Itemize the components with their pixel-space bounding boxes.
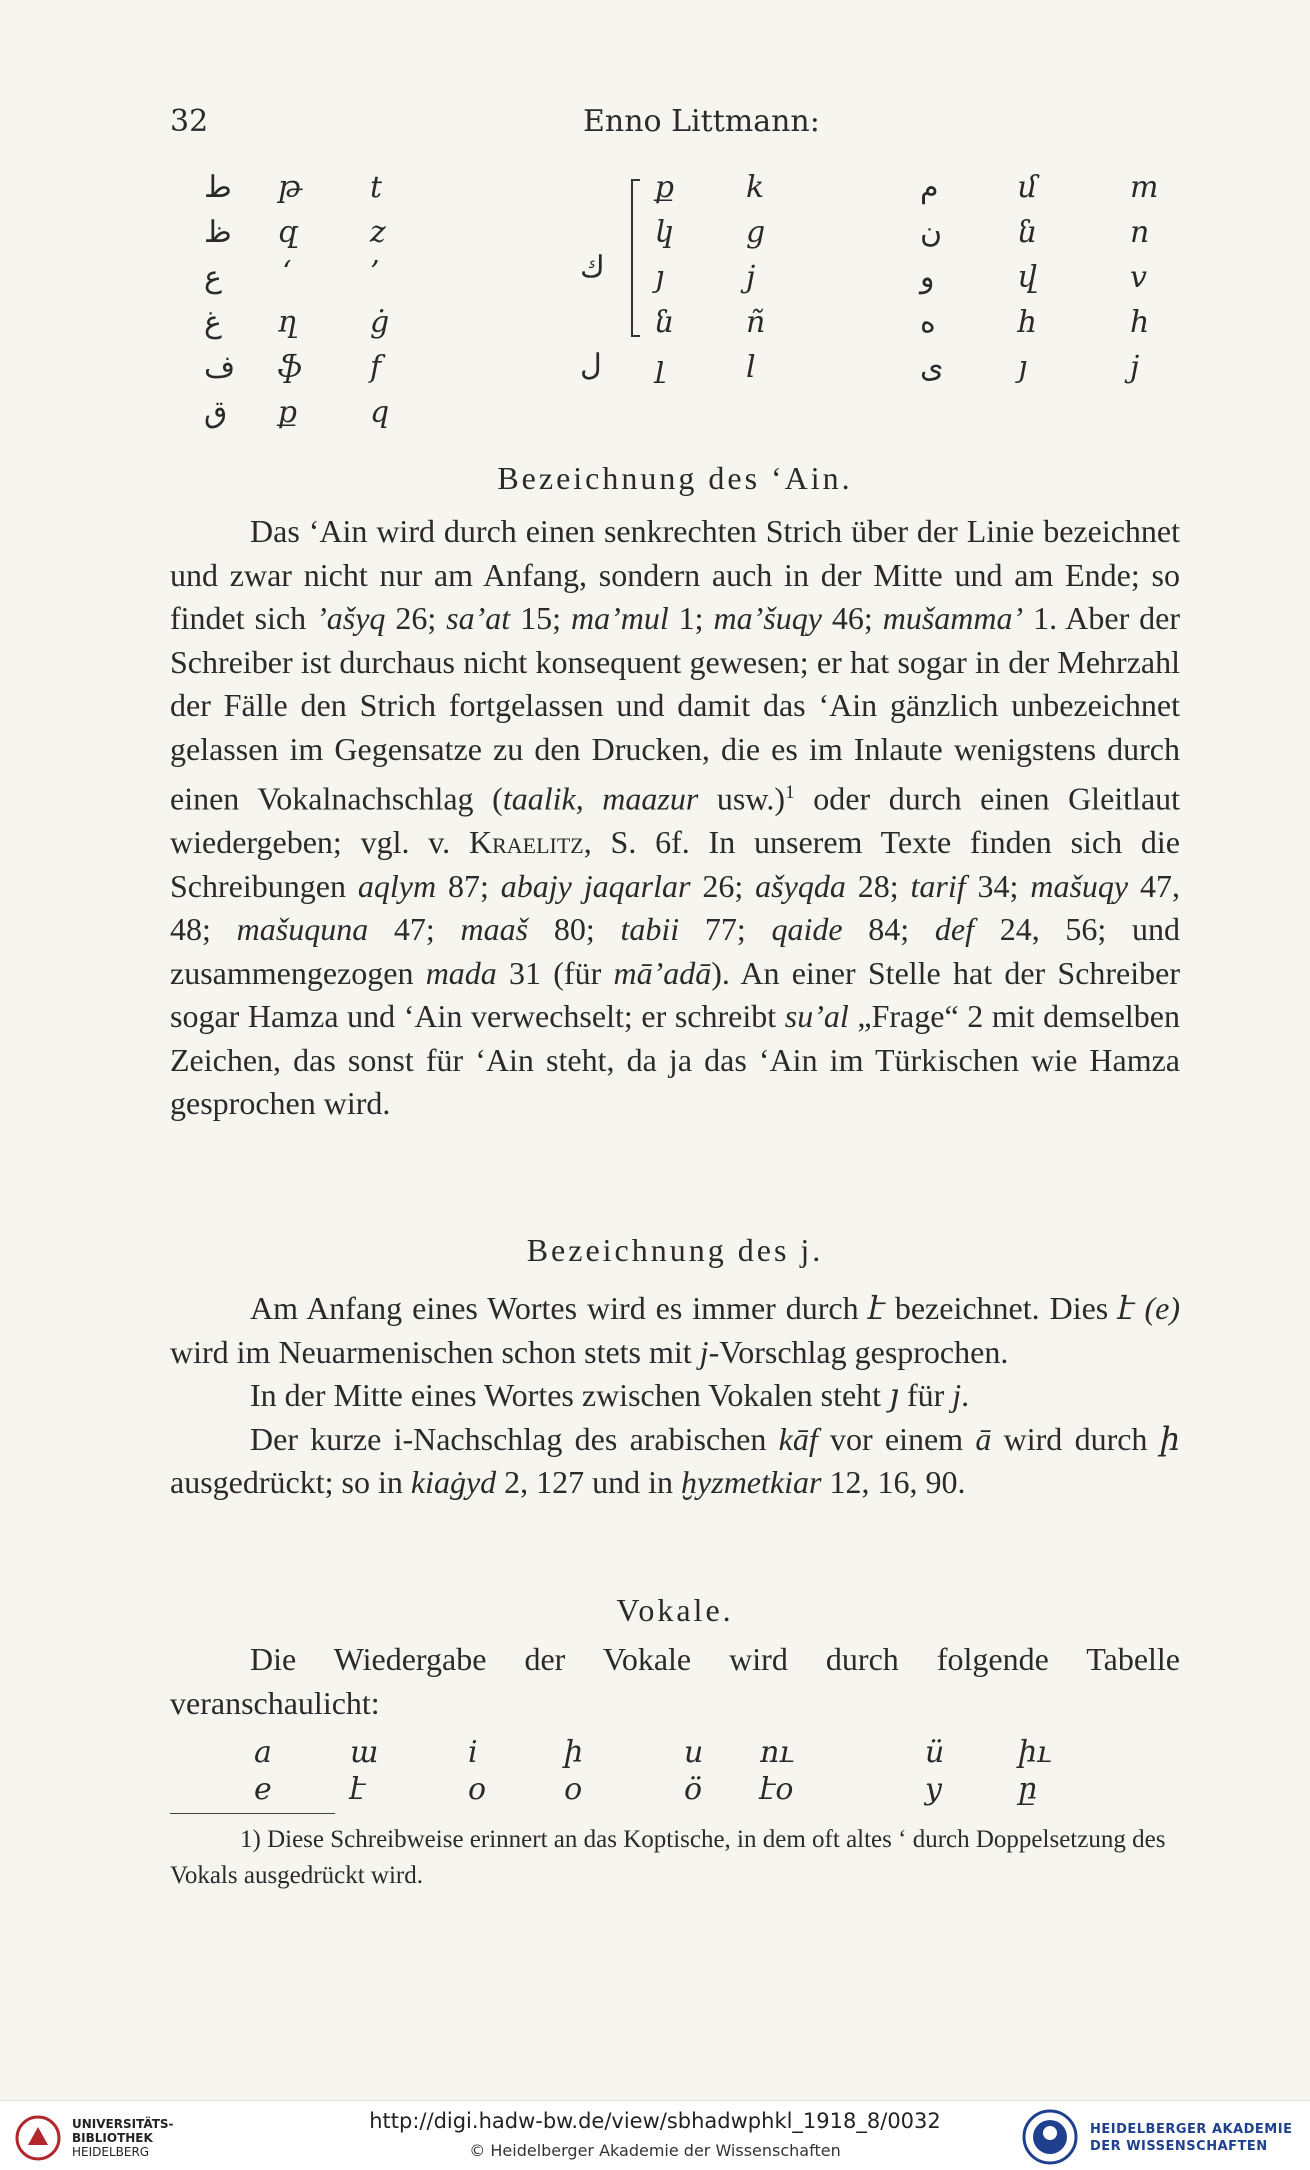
latin-letter: l	[746, 350, 756, 385]
academy-logo-text: HEIDELBERGER AKADEMIE DER WISSENSCHAFTEN	[1090, 2122, 1293, 2154]
vowel-cell: o	[468, 1772, 487, 1807]
vowel-cell: էօ	[760, 1772, 794, 1807]
armenian-letter: ք	[655, 170, 675, 205]
arabic-letter: غ	[204, 305, 222, 340]
arabic-letter: ط	[204, 170, 232, 205]
vowel-cell: ü	[925, 1735, 945, 1770]
footnote-reference: 1	[785, 782, 795, 803]
permalink-url[interactable]: http://digi.hadw-bw.de/view/sbhadwphkl_1918_8/0032	[369, 2109, 941, 2133]
armenian-letter: յ	[1018, 350, 1028, 385]
arabic-letter: ل	[580, 348, 602, 383]
armenian-letter: լ	[655, 350, 665, 385]
academy-seal-icon	[1018, 2109, 1082, 2165]
vowel-cell: է	[350, 1772, 366, 1807]
latin-letter: j	[1130, 350, 1140, 385]
paragraph-vokale: Die Wiedergabe der Vokale wird durch folgende Tabelle veranschaulicht:	[170, 1641, 1180, 1721]
paragraph-j-3: Der kurze i-Nachschlag des arabischen kāf vor einem ā wird durch ի ausgedrückt; so in kiaġyd 2, 127 und in ḫyzmetkiar 12, 16, 90.	[170, 1420, 1180, 1500]
vowel-cell: ի	[564, 1735, 584, 1770]
latin-letter: ñ	[746, 305, 766, 340]
page-number: 32	[170, 104, 209, 139]
vowel-cell: ա	[350, 1735, 379, 1770]
arabic-letter: ى	[920, 350, 944, 385]
latin-letter: ’	[370, 255, 380, 290]
armenian-letter: զ	[278, 215, 299, 250]
armenian-letter: ֆ	[278, 350, 303, 385]
latin-letter: t	[370, 170, 383, 205]
arabic-letter: و	[920, 260, 935, 295]
footnote-marker: 1)	[240, 1826, 261, 1853]
footnote-text: Diese Schreibweise erinnert an das Koptische, in dem oft altes ‘ durch Doppelsetzung des Vokals ausgedrückt wird.	[170, 1826, 1166, 1889]
armenian-letter: հ	[1018, 305, 1038, 340]
armenian-letter: թ	[278, 170, 302, 205]
running-title: Enno Littmann:	[583, 104, 820, 139]
footnote-divider	[170, 1813, 335, 1814]
vowel-cell: իւ	[1018, 1735, 1052, 1770]
armenian-letter: ն	[1018, 215, 1038, 250]
latin-letter: f	[370, 350, 382, 385]
latin-letter: n	[1130, 215, 1150, 250]
latin-letter: h	[1130, 305, 1150, 340]
copyright-notice: © Heidelberger Akademie der Wissenschaften	[469, 2141, 841, 2160]
armenian-letter: մ	[1018, 170, 1038, 205]
arabic-letter: ن	[920, 215, 943, 250]
footnote	[170, 1822, 1170, 1894]
latin-letter: g	[746, 215, 766, 250]
arabic-letter: ق	[204, 395, 228, 430]
armenian-letter: ղ	[278, 305, 298, 340]
latin-letter: z	[370, 215, 386, 250]
section-heading-ain: Bezeichnung des ‘Ain.	[497, 460, 853, 496]
brace-icon	[628, 178, 642, 338]
library-logo-text: UNIVERSITÄTS- BIBLIOTHEK HEIDELBERG	[72, 2117, 174, 2159]
arabic-letter: ف	[204, 350, 236, 385]
section-heading-vokale: Vokale.	[616, 1592, 734, 1628]
latin-letter: j	[746, 260, 756, 295]
vowel-cell: ը	[1018, 1772, 1038, 1807]
latin-letter: v	[1130, 260, 1147, 295]
academy-logo[interactable]	[1010, 2109, 1300, 2165]
paragraph-j-1: Am Anfang eines Wortes wird es immer durch է bezeichnet. Dies է (e) wird im Neuarmenischen schon stets mit j-Vorschlag gesprochen.	[170, 1290, 1181, 1370]
vowel-cell: e	[254, 1772, 272, 1807]
vowel-cell: a	[254, 1735, 272, 1770]
latin-letter: k	[746, 170, 765, 205]
latin-letter: q	[370, 395, 390, 430]
armenian-letter: ք	[278, 395, 298, 430]
armenian-letter: կ	[655, 215, 674, 250]
arabic-letter: م	[920, 170, 939, 205]
arabic-letter: ك	[580, 250, 605, 285]
paragraph-j-2: In der Mitte eines Wortes zwischen Vokalen steht յ für j.	[250, 1377, 970, 1413]
armenian-letter: ն	[655, 305, 675, 340]
paragraph-j	[170, 1287, 1180, 1505]
vowel-cell: y	[925, 1772, 942, 1807]
vowel-cell: u	[684, 1735, 704, 1770]
armenian-letter: վ	[1018, 260, 1037, 295]
vowel-cell: օ	[564, 1772, 583, 1807]
arabic-letter: ع	[204, 260, 222, 295]
armenian-letter: յ	[655, 260, 665, 295]
latin-letter: m	[1130, 170, 1159, 205]
vowel-cell: i	[468, 1735, 478, 1770]
armenian-letter: ʻ	[282, 255, 292, 290]
arabic-letter: ه	[920, 305, 936, 340]
vowel-cell: ու	[760, 1735, 794, 1770]
vowel-cell: ö	[684, 1772, 703, 1807]
arabic-letter: ظ	[204, 215, 232, 250]
section-heading-j: Bezeichnung des j.	[526, 1232, 824, 1268]
latin-letter: ġ	[370, 305, 390, 340]
paragraph-ain: Das ‘Ain wird durch einen senkrechten Strich über der Linie bezeichnet und zwar nicht nur am Anfang, sondern auch in der Mitte und am Ende; so findet sich ’ašyq 26; sa’at 15; ma’mul 1; ma’šuqy 46; mušamma’ 1. Aber der Schreiber ist durchaus nicht konsequent gewesen; er hat sogar in der Mehrzahl der Fälle den Strich fortgelassen und damit das ‘Ain gänzlich unbezeichnet gelassen im Gegensatze zu den Drucken, die es im Inlaute wenigstens durch einen Vokalnachschlag (taalik, maazur usw.)$^1$ oder durch einen Gleitlaut wiedergeben; vgl. v. Kraelitz, S. 6f. In unserem Texte finden sich die Schreibungen aqlym 87; abajy jaqarlar 26; ašyqda 28; tarif 34; mašuqy 47, 48; mašuquna 47; maaš 80; tabii 77; qaide 84; def 24, 56; und zusammengezogen mada 31 (für mā’adā). An einer Stelle hat der Schreiber sogar Hamza und ‘Ain verwechselt; er schreibt su’al „Frage“ 2 mit demselben Zeichen, das sonst für ‘Ain steht, da ja das ‘Ain im Türkischen wie Hamza gesprochen wird.	[170, 513, 1181, 1122]
viewer-footer	[0, 2100, 1310, 2170]
